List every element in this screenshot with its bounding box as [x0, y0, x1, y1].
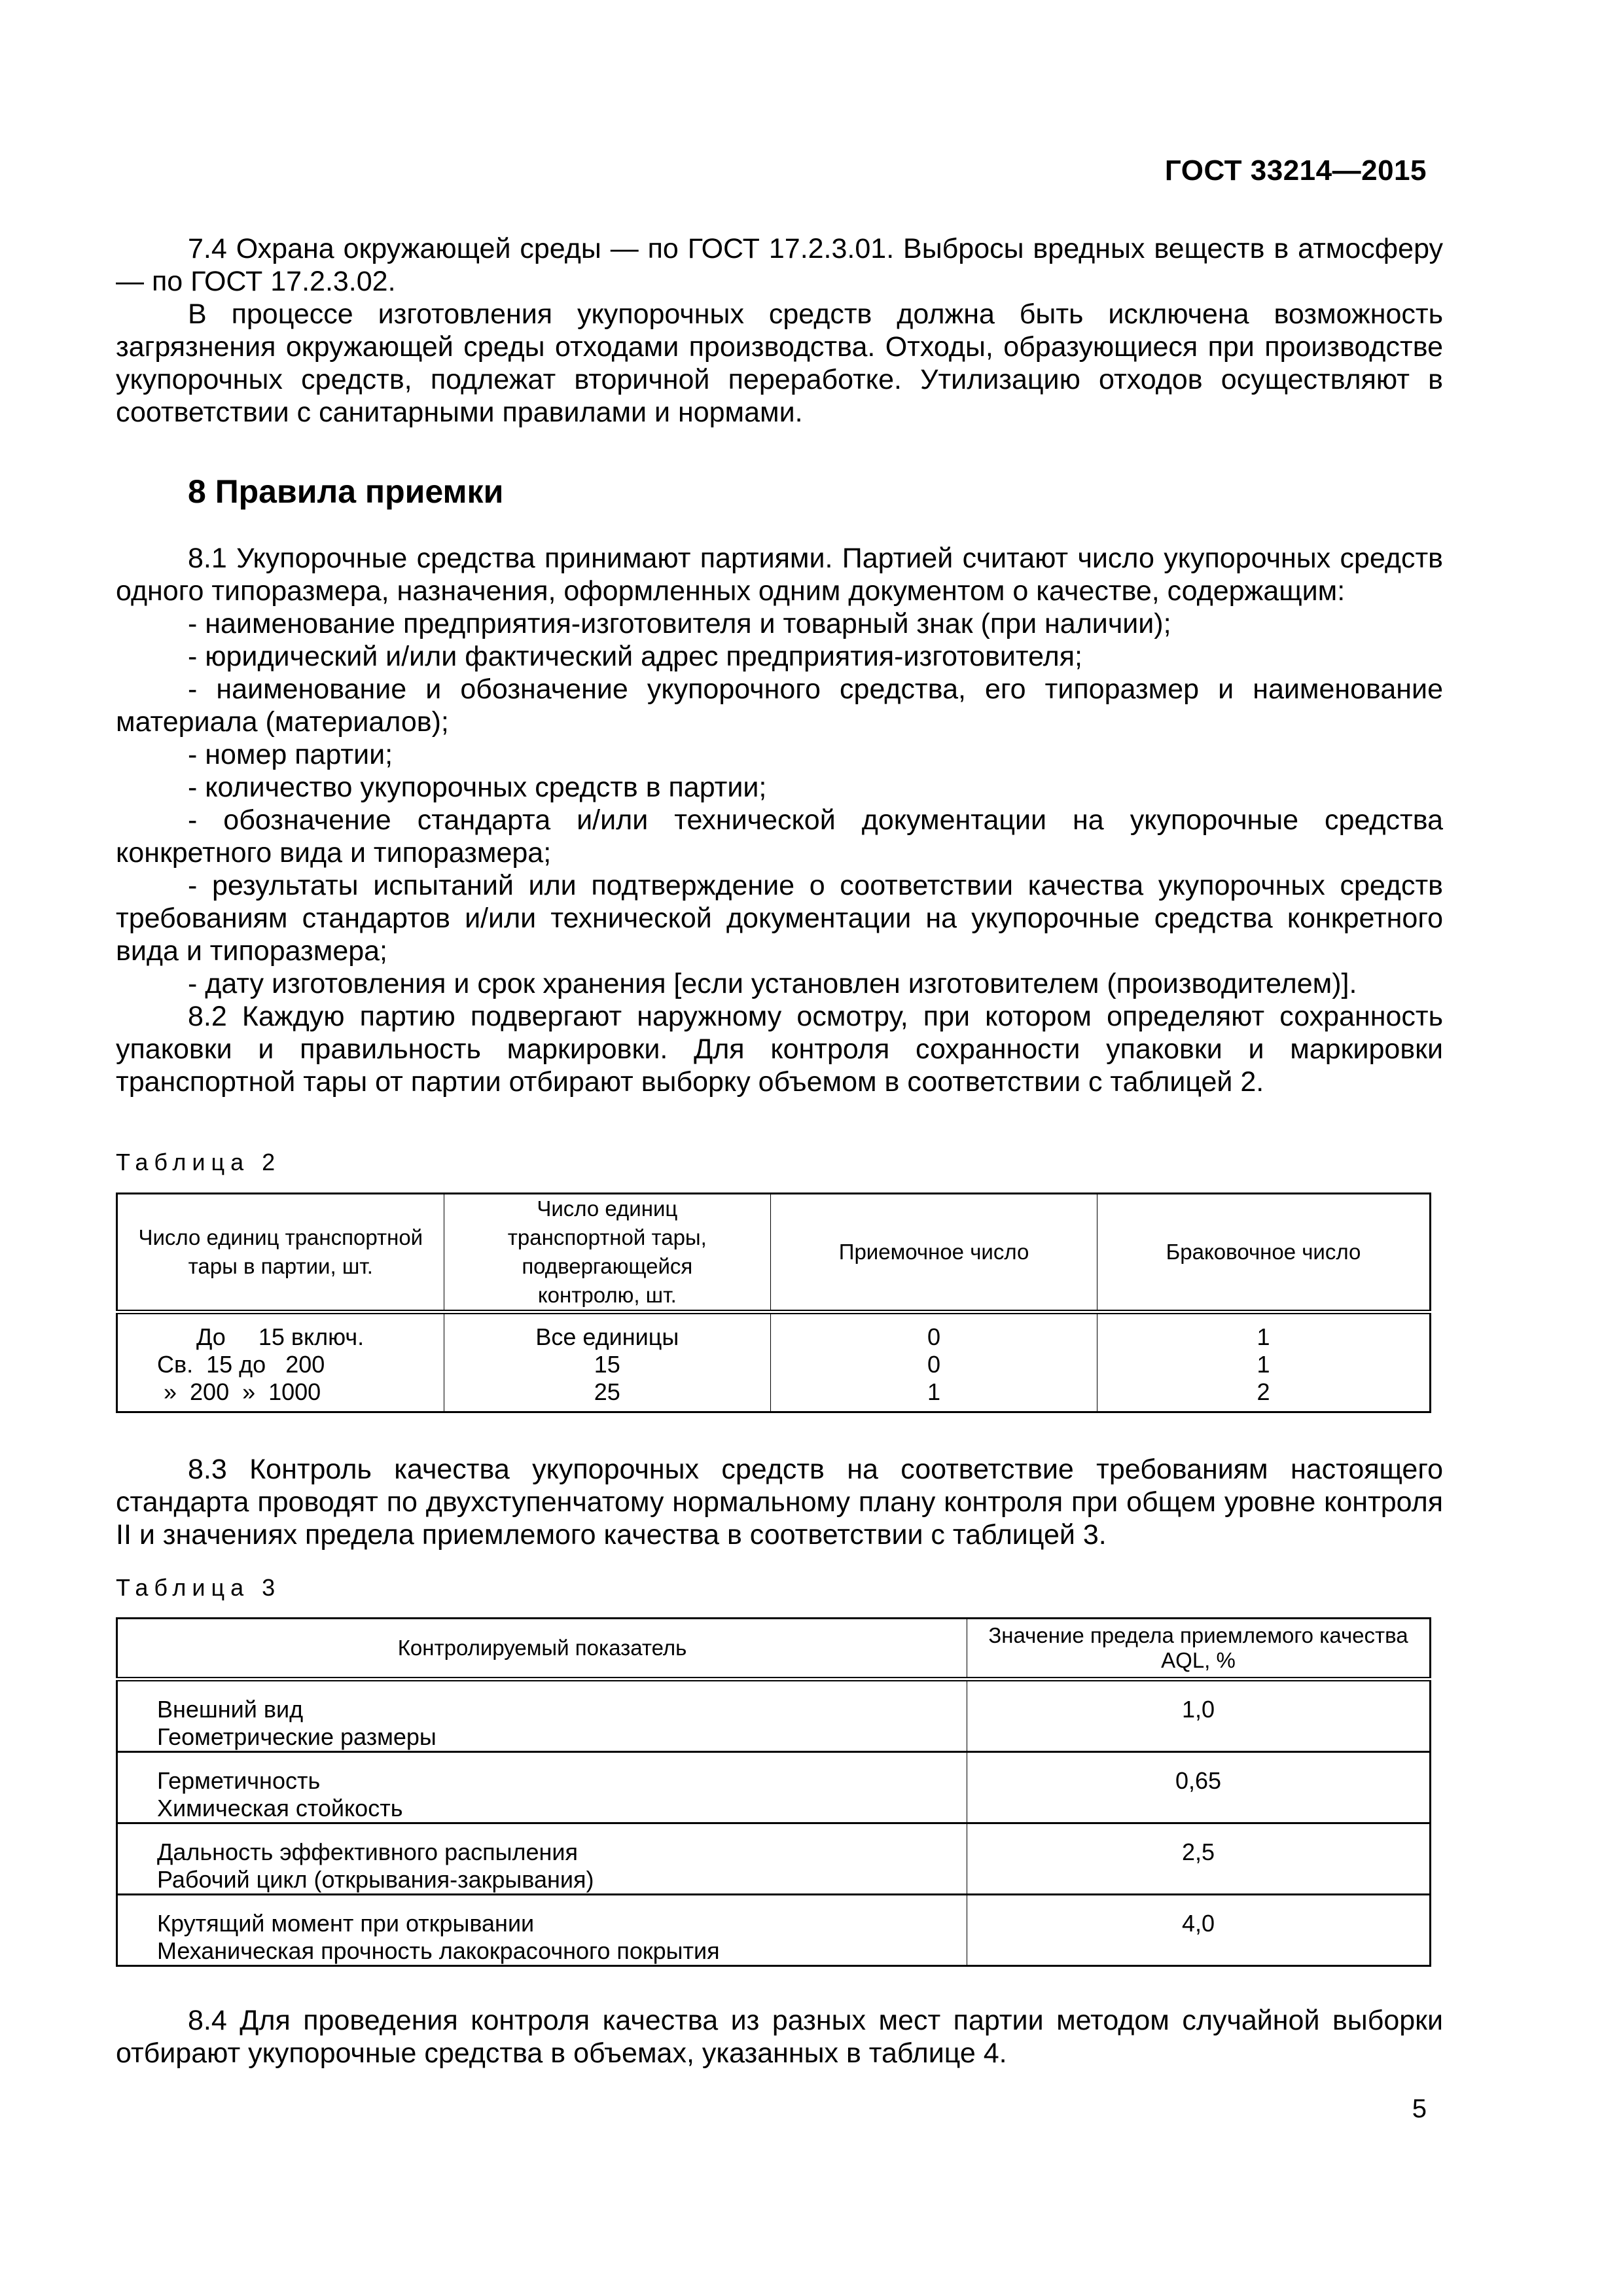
sample-size-value: 25	[594, 1378, 620, 1405]
aql-value: 2,5	[967, 1823, 1431, 1895]
table-header-row	[117, 1619, 1431, 1679]
rejection-number-cell	[1097, 1312, 1431, 1412]
indicator-name: Внешний вид	[157, 1696, 304, 1723]
column-header: Браковочное число	[1097, 1194, 1431, 1312]
rejection-value: 2	[1257, 1378, 1270, 1405]
paragraph-8-3: 8.3 Контроль качества укупорочных средств на соответствие требованиям настоящего стандарта проводят по двухступенчатому нормальному плану контроля при общем уровне контроля II и значениях предела приемлемого качества в соответствии с таблицей 3.	[116, 1454, 1443, 1551]
table-2-caption: Таблица 2	[116, 1149, 281, 1175]
table-row	[117, 1752, 1431, 1823]
list-item: - номер партии;	[188, 739, 393, 770]
column-header: Значение предела приемлемого качества AQL, %	[967, 1619, 1431, 1679]
sample-size-cell	[444, 1312, 770, 1412]
table-row	[117, 1895, 1431, 1966]
acceptance-number-cell	[771, 1312, 1097, 1412]
table-3-caption: Таблица 3	[116, 1574, 281, 1601]
aql-value: 4,0	[967, 1895, 1431, 1966]
acceptance-value: 0	[927, 1351, 941, 1378]
list-item: - результаты испытаний или подтверждение о соответствии качества укупорочных средств требованиям стандартов и/или технической документации на укупорочные средства конкретного вида и типоразмера;	[116, 870, 1443, 967]
paragraph-8-2: 8.2 Каждую партию подвергают наружному осмотру, при котором определяют сохранность упаковки и правильность маркировки. Для контроля сохранности упаковки и маркировки транспортной тары от партии отбирают выборку объемом в соответствии с таблицей 2.	[116, 1001, 1443, 1098]
paragraph-8-4: 8.4 Для проведения контроля качества из разных мест партии методом случайной выборки отбирают укупорочные средства в объемах, указанных в таблице 4.	[116, 2005, 1443, 2069]
indicator-cell	[117, 1895, 967, 1966]
aql-value: 0,65	[967, 1752, 1431, 1823]
aql-value: 1,0	[967, 1679, 1431, 1752]
section-8-4	[116, 2004, 1443, 2070]
rejection-value: 1	[1257, 1351, 1270, 1378]
indicator-name: Дальность эффективного распыления	[157, 1839, 579, 1865]
lot-size-value: Св. 15 до 200	[157, 1351, 325, 1378]
acceptance-value: 1	[927, 1378, 941, 1405]
column-header: Контролируемый показатель	[117, 1619, 967, 1679]
table-row	[117, 1312, 1431, 1412]
list-item: - юридический и/или фактический адрес предприятия-изготовителя;	[188, 641, 1082, 672]
list-item: - обозначение стандарта и/или технической документации на укупорочные средства конкретного вида и типоразмера;	[116, 804, 1443, 869]
section-8-1-8-2	[116, 542, 1443, 1098]
page-number: 5	[1412, 2094, 1427, 2123]
sample-size-value: 15	[594, 1351, 620, 1378]
column-header: Число единиц транспортной тары в партии, шт.	[117, 1194, 444, 1312]
indicator-name: Герметичность	[157, 1767, 321, 1794]
document-code-header: ГОСТ 33214—2015	[1164, 154, 1427, 187]
list-item: - дату изготовления и срок хранения [если установлен изготовителем (производителем)].	[188, 968, 1357, 999]
paragraph-waste: В процессе изготовления укупорочных средств должна быть исключена возможность загрязнения окружающей среды отходами производства. Отходы, образующиеся при производстве укупорочных средств, подлежат вторичной переработке. Утилизацию отходов осуществляют в соответствии с санитарными правилами и нормами.	[116, 298, 1443, 428]
list-item: - количество укупорочных средств в партии;	[188, 772, 767, 803]
table-row	[117, 1823, 1431, 1895]
indicator-name: Механическая прочность лакокрасочного покрытия	[157, 1937, 720, 1964]
lot-size-cell	[117, 1312, 444, 1412]
indicator-name: Крутящий момент при открывании	[157, 1910, 535, 1937]
indicator-name: Геометрические размеры	[157, 1723, 437, 1750]
table-row	[117, 1679, 1431, 1752]
rejection-value: 1	[1257, 1323, 1270, 1350]
section-8-3	[116, 1453, 1443, 1551]
indicator-cell	[117, 1823, 967, 1895]
list-item: - наименование и обозначение укупорочного средства, его типоразмер и наименование материала (материалов);	[116, 673, 1443, 738]
paragraph-7-4: 7.4 Охрана окружающей среды — по ГОСТ 17.2.3.01. Выбросы вредных веществ в атмосферу — по ГОСТ 17.2.3.02.	[116, 233, 1443, 297]
indicator-name: Рабочий цикл (открывания-закрывания)	[157, 1866, 594, 1893]
section-7-4	[116, 232, 1443, 429]
table-3	[116, 1617, 1431, 1967]
table-2	[116, 1193, 1431, 1413]
column-header: Приемочное число	[771, 1194, 1097, 1312]
indicator-name: Химическая стойкость	[157, 1795, 403, 1821]
indicator-cell	[117, 1752, 967, 1823]
paragraph-8-1: 8.1 Укупорочные средства принимают партиями. Партией считают число укупорочных средств одного типоразмера, назначения, оформленных одним документом о качестве, содержащим:	[116, 543, 1443, 607]
sample-size-value: Все единицы	[535, 1323, 679, 1350]
section-8-heading: 8 Правила приемки	[188, 473, 504, 510]
lot-size-value: До 15 включ.	[157, 1323, 365, 1350]
acceptance-value: 0	[927, 1323, 941, 1350]
lot-size-value: » 200 » 1000	[157, 1378, 321, 1405]
list-item: - наименование предприятия-изготовителя и товарный знак (при наличии);	[188, 608, 1171, 639]
table-header-row	[117, 1194, 1431, 1312]
indicator-cell	[117, 1679, 967, 1752]
column-header: Число единиц транспортной тары, подвергающейся контролю, шт.	[444, 1194, 770, 1312]
